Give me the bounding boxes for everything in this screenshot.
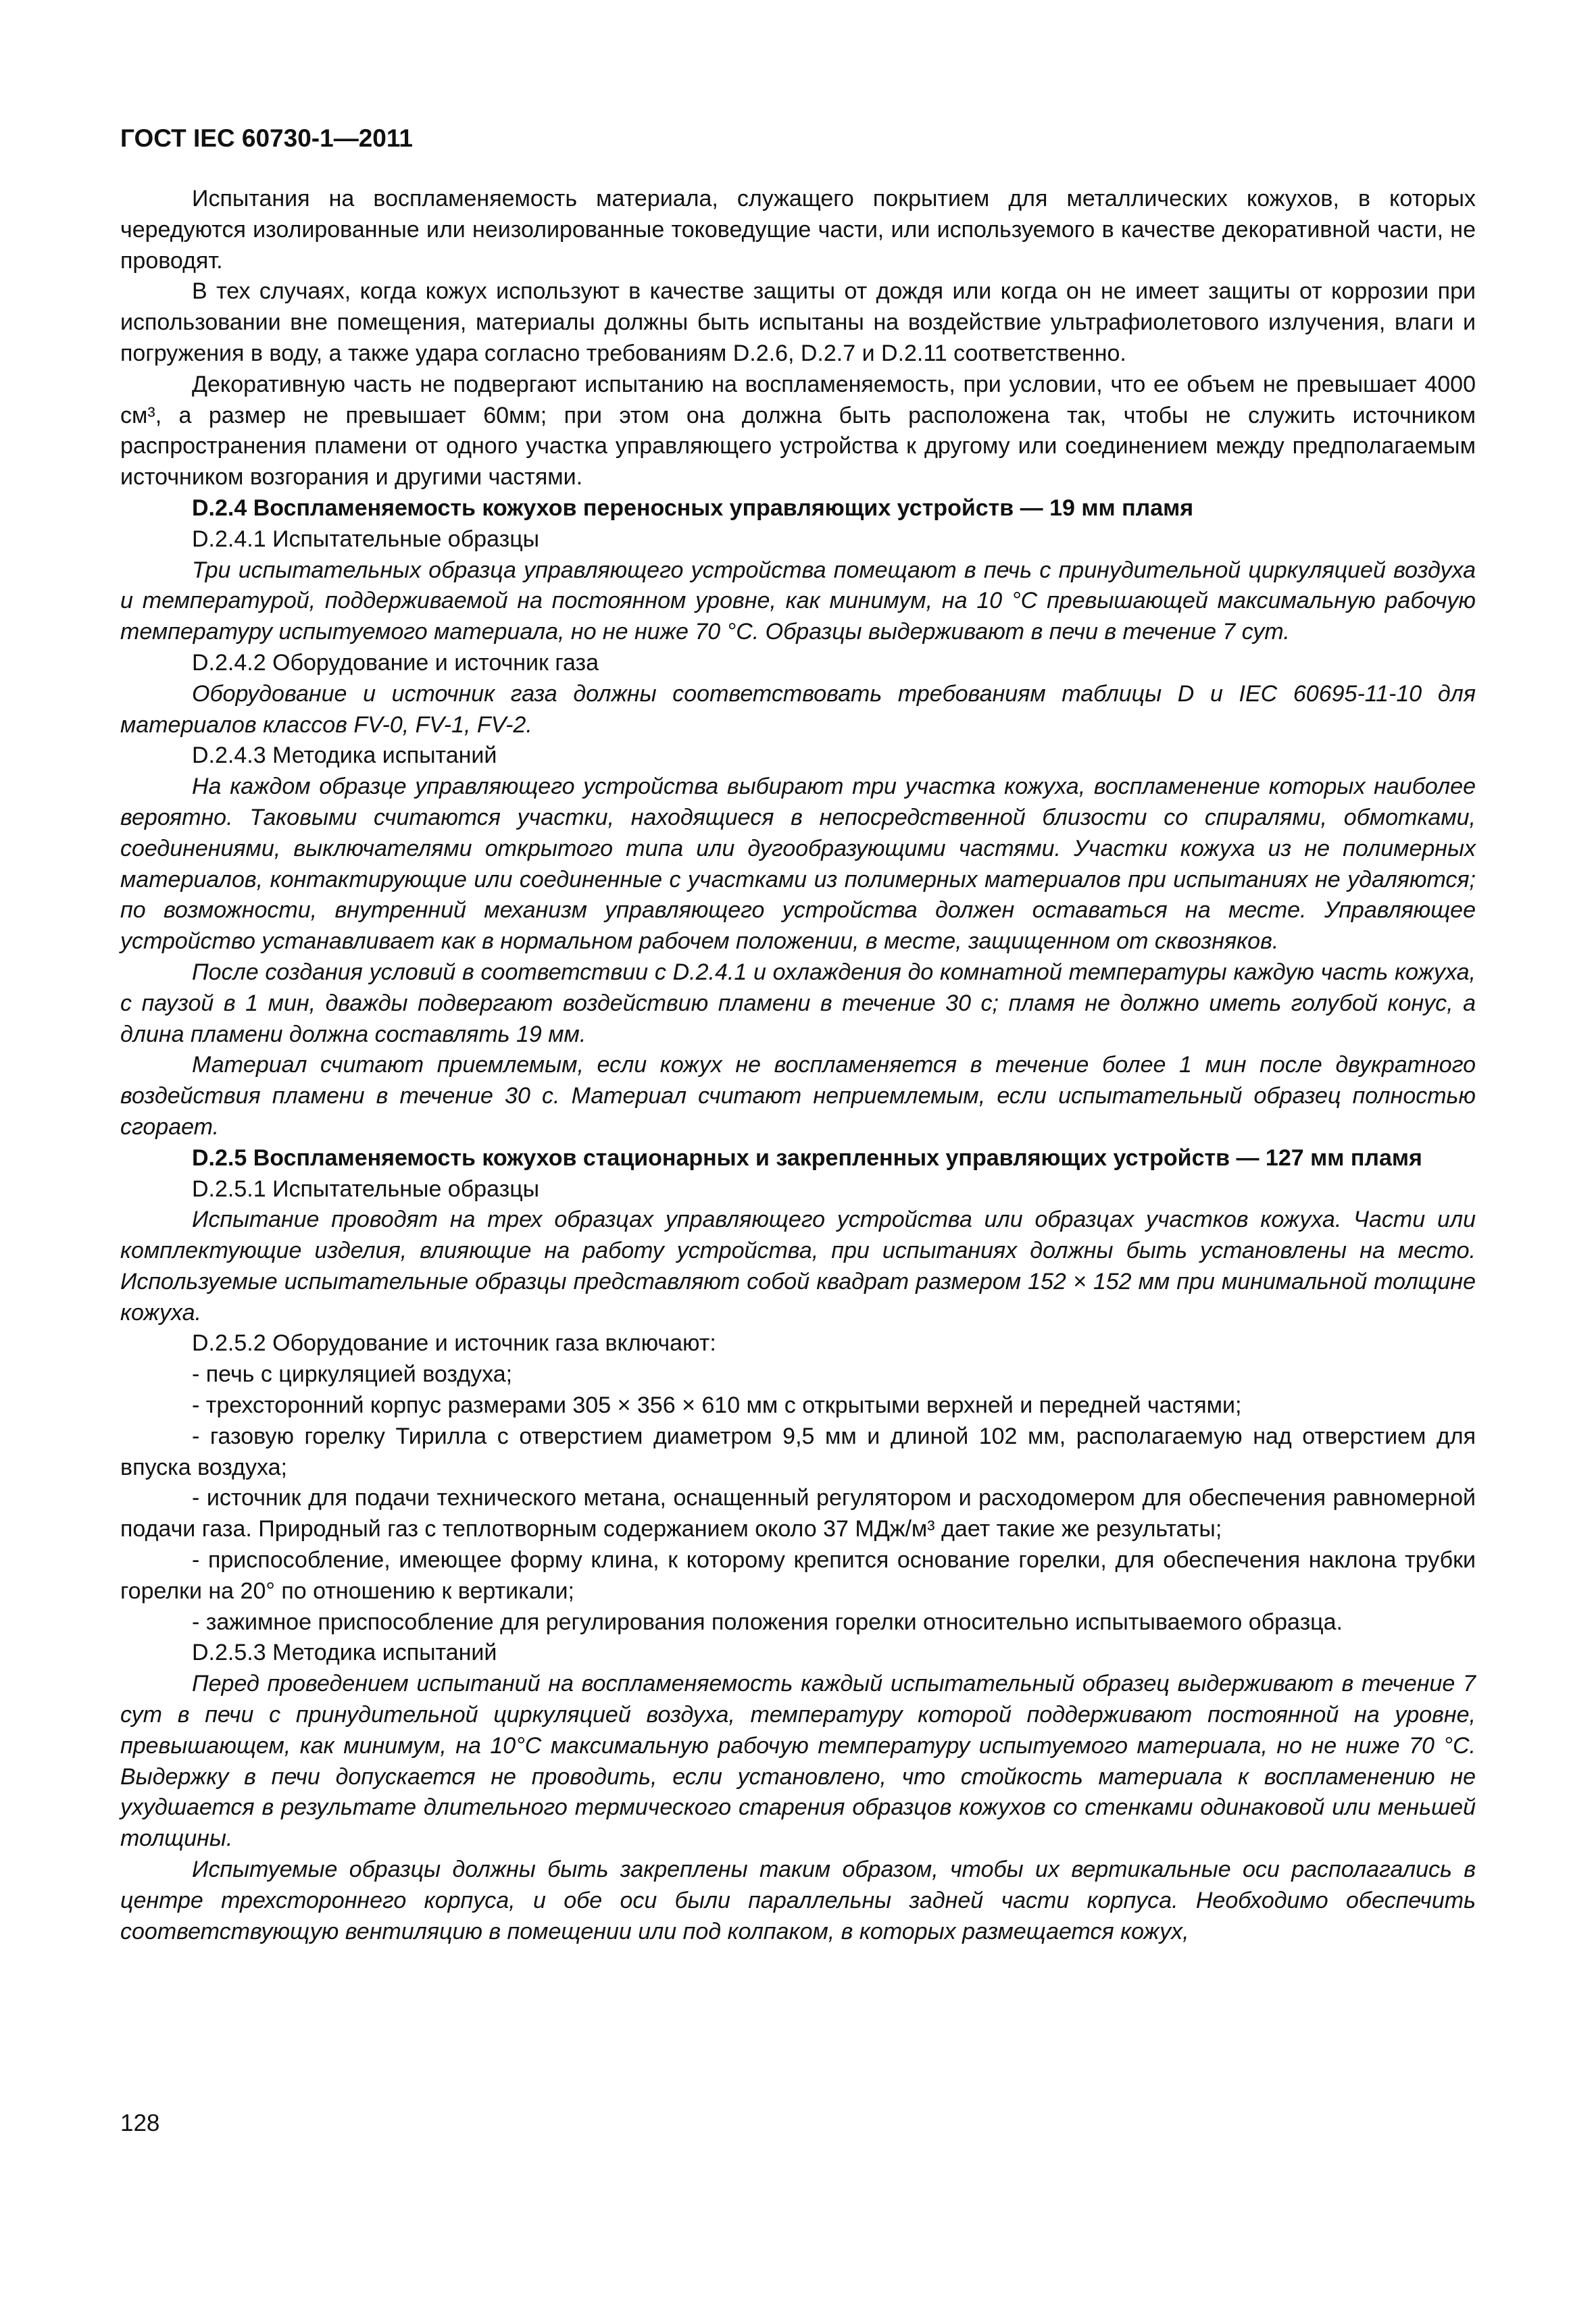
italic-paragraph: На каждом образце управляющего устройства выбирают три участка кожуха, воспламенение которых наиболее вероятно. Таковыми считаются участки, находящиеся в непосредственной близости со спиралями, обмотками, соединениями, выключателями открытого типа или дугообразующими частями. Участки кожуха из не полимерных материалов, контактирующие или соединенные с участками из полимерных материалов при испытаниях не удаляются; по возможности, внутренний механизм управляющего устройства должен оставаться на месте. Управляющее устройство устанавливает как в нормальном рабочем положении, в месте, защищенном от сквозняков. [120, 774, 1476, 955]
paragraph: D.2.4.2 Оборудование и источник газа [192, 649, 599, 676]
paragraph: - приспособление, имеющее форму клина, к которому крепится основание горелки, для обеспечения наклона трубки горелки на 20° по отношению к вертикали; [120, 1547, 1476, 1604]
italic-paragraph: После создания условий в соответствии с D.2.4.1 и охлаждения до комнатной температуры каждую часть кожуха, с паузой в 1 мин, дважды подвергают воздействию пламени в течение 30 с; пламя не должно иметь голубой конус, а длина пламени должна составлять 19 мм. [120, 959, 1476, 1047]
paragraph: В тех случаях, когда кожух используют в качестве защиты от дождя или когда он не имеет защиты от коррозии при использовании вне помещения, материалы должны быть испытаны на воздействие ультрафиолетового излучения, влаги и погружения в воду, а также удара согласно требованиям D.2.6, D.2.7 и D.2.11 соответственно. [120, 278, 1476, 366]
paragraph: - источник для подачи технического метана, оснащенный регулятором и расходомером для обеспечения равномерной подачи газа. Природный газ с теплотворным содержанием около 37 МДж/м³ дает такие же результаты; [120, 1485, 1476, 1542]
paragraph: D.2.5.3 Методика испытаний [192, 1640, 497, 1666]
paragraph: Испытания на воспламеняемость материала, служащего покрытием для металлических кожухов, в которых чередуются изолированные или неизолированные токоведущие части, или используемого в качестве декоративной части, не проводят. [120, 186, 1476, 274]
paragraph: D.2.5.1 Испытательные образцы [192, 1176, 540, 1202]
italic-paragraph: Перед проведением испытаний на воспламеняемость каждый испытательный образец выдерживают в течение 7 сут в печи с принудительной циркуляцией воздуха, температуру которой поддерживают постоянной на уровне, превышающем, как минимум, на 10°С максимальную рабочую температуру испытуемого материала, но не ниже 70 °С. Выдержку в печи допускается не проводить, если установлено, что стойкость материала к воспламенению не ухудшается в результате длительного термического старения образцов кожухов со стенками одинаковой или меньшей толщины. [120, 1671, 1476, 1852]
italic-paragraph: Материал считают приемлемым, если кожух не воспламеняется в течение более 1 мин после двукратного воздействия пламени в течение 30 с. Материал считают неприемлемым, если испытательный образец полностью сгорает. [120, 1052, 1476, 1140]
page-number: 128 [120, 2110, 160, 2136]
italic-paragraph: Три испытательных образца управляющего устройства помещают в печь с принудительной циркуляцией воздуха и температурой, поддерживаемой на постоянном уровне, как минимум, на 10 °С превышающей максимальную рабочую температуру испытуемого материала, но не ниже 70 °С. Образцы выдерживают в печи в течение 7 сут. [120, 557, 1476, 645]
italic-paragraph: Испытуемые образцы должны быть закреплены таким образом, чтобы их вертикальные оси располагались в центре трехстороннего корпуса, и обе оси были параллельны задней части корпуса. Необходимо обеспечить соответствующую вентиляцию в помещении или под колпаком, в которых размещается кожух, [120, 1857, 1476, 1944]
document-page [120, 122, 1476, 1947]
section-heading: D.2.5 Воспламеняемость кожухов стационарных и закрепленных управляющих устройств — 127 мм пламя [192, 1145, 1422, 1171]
paragraph: - трехсторонний корпус размерами 305 × 356 × 610 мм с открытыми верхней и передней частями; [192, 1392, 1242, 1419]
paragraph: D.2.4.1 Испытательные образцы [192, 526, 540, 552]
paragraph: - газовую горелку Тирилла с отверстием диаметром 9,5 мм и длиной 102 мм, располагаемую над отверстием для впуска воздуха; [120, 1423, 1476, 1480]
paragraph: - печь с циркуляцией воздуха; [192, 1361, 513, 1388]
italic-paragraph: Испытание проводят на трех образцах управляющего устройства или образцах участков кожуха. Части или комплектующие изделия, влияющие на работу устройства, при испытаниях должны быть установлены на место. Используемые испытательные образцы представляют собой квадрат размером 152 × 152 мм при минимальной толщине кожуха. [120, 1207, 1476, 1326]
section-heading: D.2.4 Воспламеняемость кожухов переносных управляющих устройств — 19 мм пламя [192, 495, 1194, 521]
paragraph: Декоративную часть не подвергают испытанию на воспламеняемость, при условии, что ее объем не превышает 4000 см³, а размер не превышает 60мм; при этом она должна быть расположена так, чтобы не служить источником распространения пламени от одного участка управляющего устройства к другому или соединением между предполагаемым источником возгорания и другими частями. [120, 371, 1476, 491]
paragraph: D.2.5.2 Оборудование и источник газа включают: [192, 1330, 716, 1357]
document-body [120, 184, 1476, 1947]
standard-header: ГОСТ IEC 60730-1—2011 [120, 124, 413, 152]
italic-paragraph: Оборудование и источник газа должны соответствовать требованиям таблицы D и IEC 60695-11-10 для материалов классов FV-0, FV-1, FV-2. [120, 680, 1476, 738]
paragraph: - зажимное приспособление для регулирования положения горелки относительно испытываемого образца. [192, 1609, 1343, 1635]
paragraph: D.2.4.3 Методика испытаний [192, 743, 497, 769]
